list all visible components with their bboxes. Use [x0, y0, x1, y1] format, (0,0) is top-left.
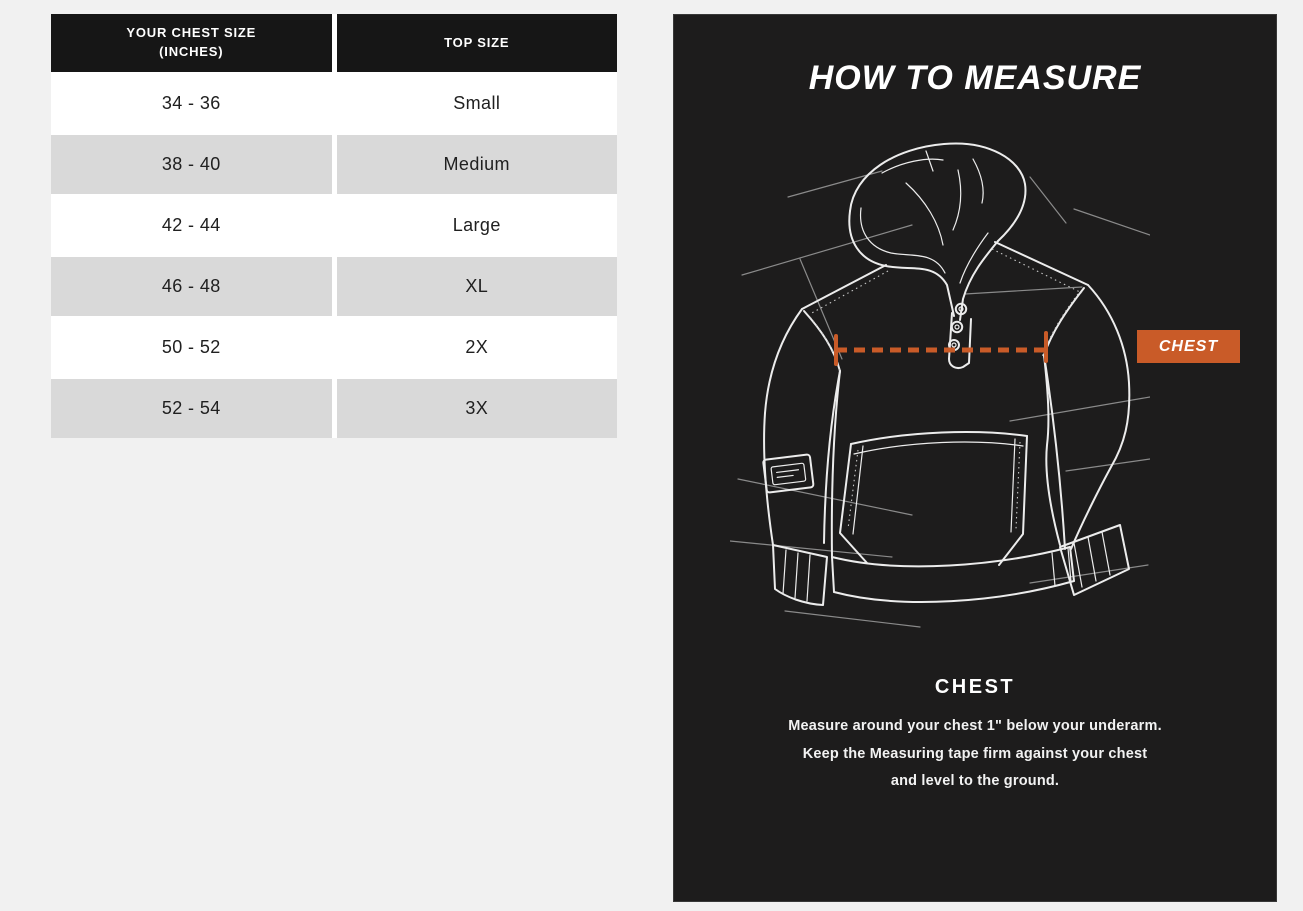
- top-size-cell: Small: [337, 74, 618, 133]
- instruction-line: Measure around your chest 1" below your underarm.: [788, 718, 1162, 734]
- chest-range-cell: 34 - 36: [51, 74, 332, 133]
- header-top-size-line1: TOP SIZE: [444, 34, 510, 50]
- table-row: [51, 257, 617, 316]
- panel-title: HOW TO MEASURE: [808, 59, 1142, 97]
- chest-range-cell: 52 - 54: [51, 379, 332, 438]
- size-chart-table: [51, 14, 617, 438]
- top-size-cell: 2X: [337, 318, 618, 377]
- header-chest-size-line2: (INCHES): [159, 44, 224, 59]
- table-row: [51, 74, 617, 133]
- hoodie-outline: [764, 143, 1129, 605]
- top-size-cell: Medium: [337, 135, 618, 194]
- how-to-measure-panel: [673, 14, 1277, 902]
- chest-range-cell: 42 - 44: [51, 196, 332, 255]
- guide-lines: [730, 171, 1150, 627]
- chest-section-heading: CHEST: [934, 676, 1016, 698]
- top-size-cell: 3X: [337, 379, 618, 438]
- table-row: [51, 135, 617, 194]
- hoodie-sketch-icon: [730, 113, 1150, 633]
- header-chest-size: [51, 14, 332, 72]
- header-chest-size-line1: YOUR CHEST SIZE: [126, 25, 257, 41]
- chest-measure-line: [836, 333, 1046, 364]
- instruction-line: and level to the ground.: [890, 773, 1060, 789]
- table-row: [51, 196, 617, 255]
- chest-range-cell: 50 - 52: [51, 318, 332, 377]
- hoodie-illustration: [730, 113, 1150, 633]
- chest-range-cell: 38 - 40: [51, 135, 332, 194]
- chest-tag-badge: CHEST: [1137, 330, 1240, 363]
- measure-instructions: [674, 713, 1276, 796]
- instruction-line: Keep the Measuring tape firm against your chest: [802, 745, 1148, 762]
- chest-range-cell: 46 - 48: [51, 257, 332, 316]
- sleeve-patch: [763, 454, 814, 492]
- table-row: [51, 379, 617, 438]
- header-top-size: [337, 14, 618, 72]
- stitch-seams: [810, 249, 1082, 529]
- size-chart-header-row: [51, 14, 617, 72]
- table-row: [51, 318, 617, 377]
- top-size-cell: XL: [337, 257, 618, 316]
- top-size-cell: Large: [337, 196, 618, 255]
